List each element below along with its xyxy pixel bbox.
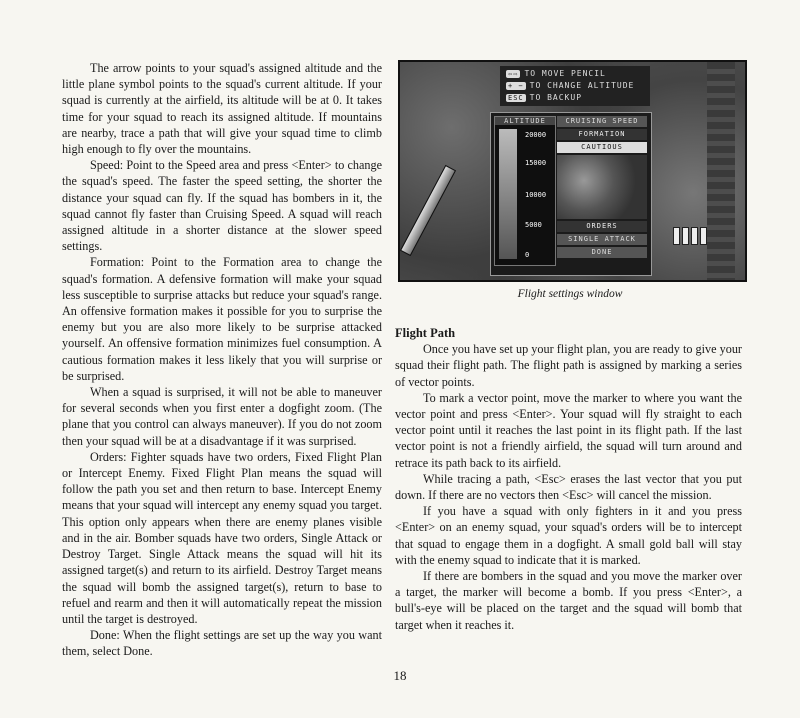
- speed-option[interactable]: CRUISING SPEED: [557, 116, 647, 127]
- paragraph-speed: Speed: Point to the Speed area and press <Enter> to change the squad's speed. The faster the speed setting, the shorter the distance your squad can fly. If the squad has bombers in it, the squad cannot fly faster than Cruising Speed. A squad will reach assigned altitude in a shorter distance at the slower speed settings.: [62, 158, 382, 254]
- plus-minus-key-icon: + −: [508, 81, 524, 90]
- formation-label: FORMATION: [557, 129, 647, 140]
- hud-altitude-text: TO CHANGE ALTITUDE: [529, 81, 635, 90]
- paragraph-formation: Formation: Point to the Formation area to change the squad's formation. A defensive formation will make your squad less susceptible to surprise attacks but reduce your squad's range. An offensive formation makes it possible for you to surprise the enemy but you are also more likely to be surprise attacked yourself. An offensive formation minimizes fuel consumption. A cautious formation makes it less likely that you will surprise or be surprised.: [62, 255, 382, 383]
- paragraph-surprised: When a squad is surprised, it will not be able to maneuver for several seconds when you first enter a dogfight zoom. (The plane that you control can always maneuver). If you do not zoom then your squad will be at a disadvantage if it was surprised.: [62, 385, 382, 448]
- hud-row-altitude: [506, 81, 634, 90]
- paragraph-orders: Orders: Fighter squads have two orders, Fixed Flight Plan or Intercept Enemy. Fixed Flight Plan means the squad will follow the path you set and then return to base. Intercept Enemy means that your squad will intercept any enemy squad you target. This option only appears when there are enemy planes visible and in the air. Bomber squads have two orders, Single Attack or Destroy Target. Single Attack means the squad will hit its assigned target(s) and return to its airfield. Destroy Target means the squad will bomb the assigned target(s), return to base to refuel and rearm and then it will automatically repeat the mission until the target is destroyed.: [62, 449, 382, 626]
- altitude-title: ALTITUDE: [495, 117, 555, 125]
- paragraph-esc: While tracing a path, <Esc> erases the last vector that you put down. If there are no vectors then <Esc> will cancel the mission.: [395, 471, 742, 503]
- altitude-mark-0: 0: [525, 251, 530, 259]
- flight-settings-panel: [490, 112, 652, 276]
- altitude-mark-15000: 15000: [525, 159, 547, 167]
- paragraph-bombers: If there are bombers in the squad and you move the marker over a target, the marker will become a bomb. If you press <Enter>, a bull's-eye will be placed on the target and the squad will bomb that target when it reaches it.: [395, 569, 742, 632]
- right-column: [395, 325, 742, 633]
- esc-key-icon: ESC: [508, 93, 524, 102]
- squad-icons: [673, 227, 707, 245]
- altitude-mark-20000: 20000: [525, 131, 547, 139]
- formation-option[interactable]: CAUTIOUS: [557, 142, 647, 153]
- orders-label: ORDERS: [557, 221, 647, 232]
- altitude-gauge: [494, 116, 556, 266]
- altitude-mark-10000: 10000: [525, 191, 547, 199]
- figure-caption: Flight settings window: [517, 288, 623, 300]
- orders-option[interactable]: SINGLE ATTACK: [557, 234, 647, 245]
- section-title: Flight Path: [395, 326, 456, 340]
- page-number: 18: [393, 668, 407, 683]
- arrows-key-icon: ⇦⇨: [508, 69, 519, 78]
- hud-backup-text: TO BACKUP: [529, 93, 583, 102]
- paragraph-altitude: The arrow points to your squad's assigned altitude and the little plane symbol points to the squad's current altitude. If your squad is currently at the airfield, its altitude will be at 0. It takes time for your squad to reach its assigned altitude. If mountains are nearby, trace a path that will give your squad time to climb high enough to fly over the mountains.: [62, 61, 382, 157]
- minimap: [557, 155, 647, 219]
- flight-settings-screenshot: [398, 60, 747, 282]
- hud-row-move: [506, 69, 606, 78]
- altitude-bar: [499, 129, 517, 259]
- paragraph-vector-point: To mark a vector point, move the marker to where you want the vector point and press <Enter>. Your squad will fly straight to each vector point until it reaches the last point in its flight path. If the last vector point is not a friendly airfield, the squad will turn around and retrace its path back to its airfield.: [395, 390, 742, 470]
- hud-help-bar: [500, 66, 650, 106]
- hud-row-backup: [506, 93, 582, 102]
- paragraph-intercept: If you have a squad with only fighters in it and you press <Enter> on an enemy squad, your squad's orders will be to intercept that squad to engage them in a dogfight. A small gold ball will stay with the enemy squad to indicate that it is marked.: [395, 504, 742, 567]
- settings-options: [557, 116, 647, 272]
- altitude-mark-5000: 5000: [525, 221, 542, 229]
- paragraph-done: Done: When the flight settings are set up the way you want them, select Done.: [62, 628, 382, 659]
- hud-move-text: TO MOVE PENCIL: [524, 69, 606, 78]
- map-edge-strip: [707, 62, 735, 280]
- left-column: [62, 60, 382, 660]
- paragraph-flight-path-intro: Once you have set up your flight plan, you are ready to give your squad their flight path. The flight path is assigned by marking a series of vector points.: [395, 342, 742, 389]
- done-button[interactable]: DONE: [557, 247, 647, 258]
